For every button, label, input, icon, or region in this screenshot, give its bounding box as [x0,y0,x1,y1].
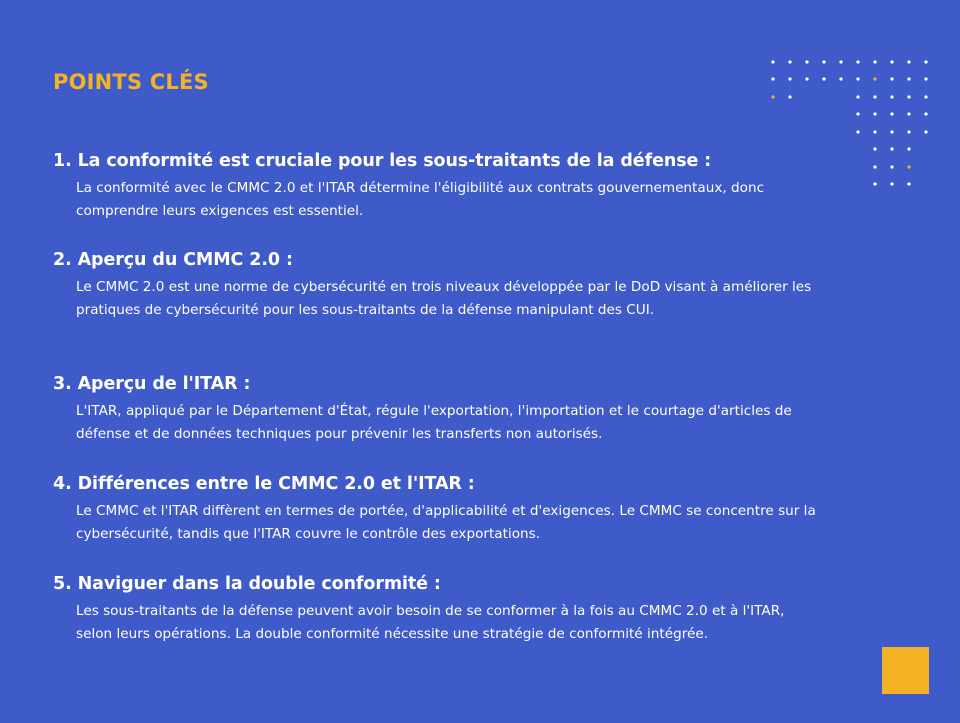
accent-square [882,647,929,694]
decorative-dot [805,77,808,80]
decorative-dot [890,147,893,150]
decorative-dot [805,60,808,63]
decorative-dot [873,147,876,150]
key-point-title: 5. Naviguer dans la double conformité : [53,574,441,594]
decorative-dot [924,112,927,115]
decorative-dot [839,77,842,80]
decorative-dot [890,112,893,115]
decorative-dot [924,60,927,63]
decorative-dot [873,60,876,63]
decorative-dot [856,112,859,115]
decorative-dot [771,95,774,98]
key-point-body: Le CMMC et l'ITAR diffèrent en termes de portée, d'applicabilité et d'exigences. Le CMMC se concentre sur la cybersécurité, tandis que l'ITAR couvre le contrôle des exportations. [76,503,816,542]
decorative-dot [907,165,910,168]
decorative-dot [856,130,859,133]
decorative-dot [856,95,859,98]
decorative-dot [856,60,859,63]
decorative-dot [890,165,893,168]
decorative-dot [873,130,876,133]
key-point-title: 4. Différences entre le CMMC 2.0 et l'ITAR : [53,474,475,494]
decorative-dot [890,182,893,185]
decorative-dot [907,112,910,115]
key-point-title: 3. Aperçu de l'ITAR : [53,374,251,394]
decorative-dot [873,77,876,80]
decorative-dot [907,95,910,98]
key-point-title: 1. La conformité est cruciale pour les sous-traitants de la défense : [53,151,712,171]
key-point-title: 2. Aperçu du CMMC 2.0 : [53,250,293,270]
decorative-dot [890,60,893,63]
decorative-dot [907,77,910,80]
decorative-dot [788,60,791,63]
key-point-body: L'ITAR, appliqué par le Département d'État, régule l'exportation, l'importation et le courtage d'articles de défense et de données techniques pour prévenir les transferts non autorisés. [76,403,792,442]
key-point-1 [53,150,823,222]
page-heading: POINTS CLÉS [53,70,209,94]
decorative-dot [822,77,825,80]
decorative-dot [907,130,910,133]
key-point-body: La conformité avec le CMMC 2.0 et l'ITAR détermine l'éligibilité aux contrats gouvernementaux, donc comprendre leurs exigences est essentiel. [76,180,765,219]
key-point-body: Les sous-traitants de la défense peuvent avoir besoin de se conformer à la fois au CMMC 2.0 et à l'ITAR, selon leurs opérations. La double conformité nécessite une stratégie de conformité intégrée. [76,603,785,642]
decorative-dot [907,60,910,63]
decorative-dot [890,95,893,98]
decorative-dot [873,165,876,168]
decorative-dot [907,147,910,150]
key-point-3 [53,373,823,445]
key-point-5 [53,573,823,645]
decorative-dot [924,77,927,80]
decorative-dot [924,130,927,133]
decorative-dot [890,77,893,80]
decorative-dot [873,182,876,185]
decorative-dot [839,60,842,63]
decorative-dot [771,60,774,63]
decorative-dot [788,95,791,98]
decorative-dot [924,95,927,98]
decorative-dot [771,77,774,80]
decorative-dot [856,77,859,80]
decorative-dot [822,60,825,63]
decorative-dot [907,182,910,185]
decorative-dot [873,112,876,115]
key-point-4 [53,473,823,545]
decorative-dot [873,95,876,98]
decorative-dot [890,130,893,133]
key-point-body: Le CMMC 2.0 est une norme de cybersécurité en trois niveaux développée par le DoD visant à améliorer les pratiques de cybersécurité pour les sous-traitants de la défense manipulant des CUI. [76,279,812,318]
key-point-2 [53,249,823,321]
decorative-dot [788,77,791,80]
